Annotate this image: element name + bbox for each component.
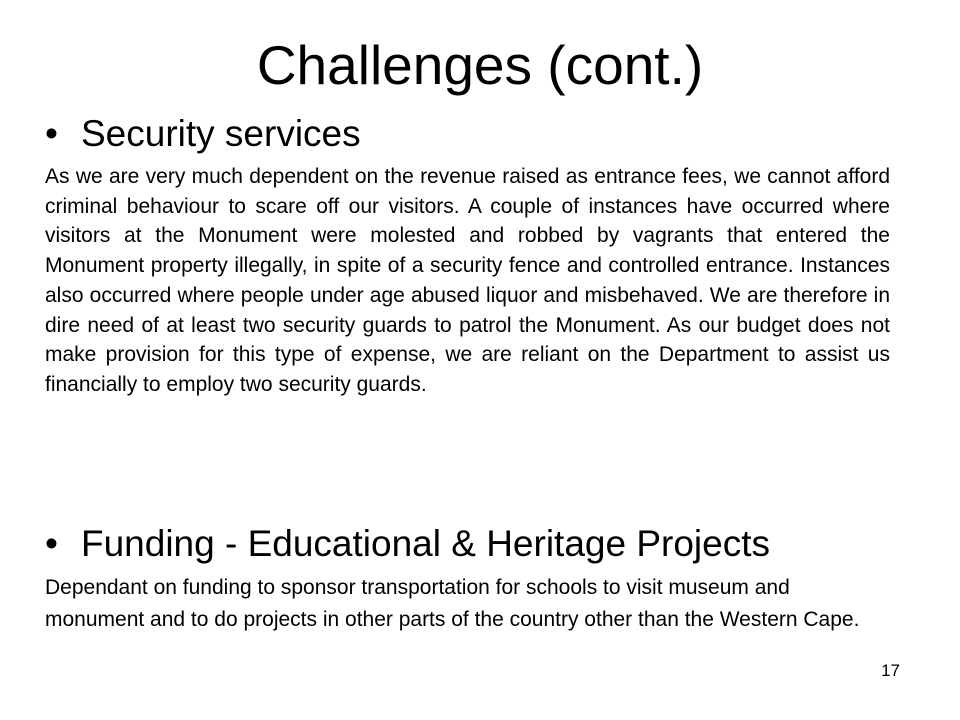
bullet-item [45,522,890,566]
section-funding [45,522,890,635]
section-paragraph: Dependant on funding to sponsor transportation for schools to visit museum and monument and to do projects in other parts of the country other than the Western Cape. [45,576,860,631]
section-security-services [45,112,890,400]
slide-title: Challenges (cont.) [256,34,704,96]
bullet-item [45,112,890,156]
section-heading: Funding - Educational & Heritage Projects [81,523,770,564]
section-heading: Security services [81,113,361,154]
bullet-icon: • [45,113,58,154]
page-number: 17 [881,661,900,680]
bullet-icon: • [45,523,58,564]
section-paragraph: As we are very much dependent on the revenue raised as entrance fees, we cannot afford criminal behaviour to scare off our visitors. A couple of instances have occurred where visitors at the Monument were molested and robbed by vagrants that entered the Monument property illegally, in spite of a security fence and controlled entrance. Instances also occurred where people under age abused liquor and misbehaved. We are therefore in dire need of at least two security guards to patrol the Monument. As our budget does not make provision for this type of expense, we are reliant on the Department to assist us financially to employ two security guards. [45,165,890,396]
